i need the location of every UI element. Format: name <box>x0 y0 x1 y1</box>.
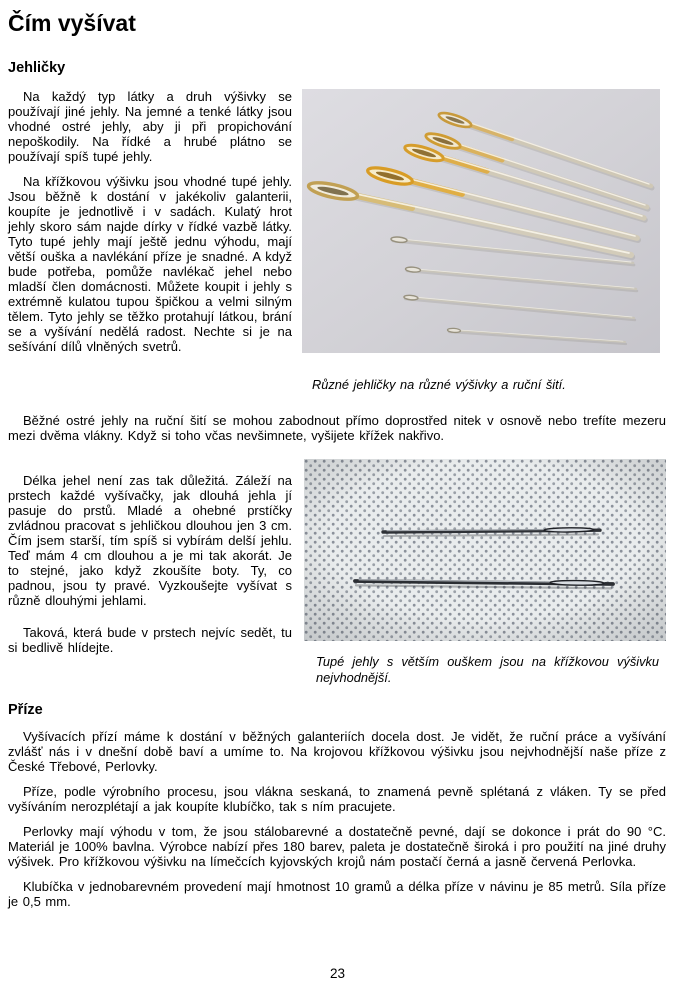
paragraph: Taková, která bude v prstech nejvíc sedět, tu si bedlivě hlídejte. <box>8 625 292 655</box>
figure-blunt-needles <box>300 459 663 686</box>
section-heading-jehlicky: Jehličky <box>8 60 66 76</box>
section-heading-prize: Příze <box>8 702 43 718</box>
paragraph: Na křížkovou výšivku jsou vhodné tupé jehly. Jsou běžně k dostání v jakékoliv galanterii, koupíte je jednotlivě i v sadách. Kulatý hrot jehly skoro sám najde dírky v řídké vazbě látky. Tyto tupé jehly mají ještě jednu výhodu, mají větší ouška a navlékání příze je snadné. A když bude potřeba, pomůže navlékač jehel nebo mladší člen domácnosti. Můžete koupit i jehly s extrémně kulatou tupou špičkou a velmi silným tělem. Tyto jehly se těžko protahují látkou, brání se a vyšívání nedělá radost. Nechte si je na sešívání dílů vlněných svetrů. <box>8 174 292 354</box>
paragraph: Perlovky mají výhodu v tom, že jsou stálobarevné a dostatečně pevné, dají se dokonce i prát do 90 °C. Materiál je 100% bavlna. Výrobce nabízí přes 180 barev, paleta je dostatečně široká i pro použití na jiné druhy výšivek. Pro křížkovou výšivku na límečcích kyjovských krojů nám postačí černá a jasně červená Perlovka. <box>8 824 666 869</box>
figure-column <box>300 89 663 393</box>
page-title: Čím vyšívat <box>8 10 136 36</box>
text-column <box>8 459 292 686</box>
section-jehlicky <box>8 60 666 686</box>
figure-assorted-needles <box>300 89 663 393</box>
paragraph: Klubíčka v jednobarevném provedení mají hmotnost 10 gramů a délka příze v návinu je 85 metrů. Síla příze je 0,5 mm. <box>8 879 666 909</box>
paragraph: Příze, podle výrobního procesu, jsou vlákna seskaná, to znamená pevně splétaná z vláken. Ty se před vyšíváním nerozplétají a jak koupíte klubíčko, tak s ním pracujete. <box>8 784 666 814</box>
section-prize <box>8 702 666 909</box>
figure-caption-blunt-needles: Tupé jehly s větším ouškem jsou na křížkovou výšivku nejvhodnější. <box>316 654 659 685</box>
assorted-needles-photo <box>302 89 660 353</box>
blunt-needles-photo <box>304 459 666 641</box>
page-number: 23 <box>329 966 346 981</box>
text-column <box>8 89 292 393</box>
paragraph: Vyšívacích přízí máme k dostání v běžných galanteriích docela dost. Je vidět, že ruční práce a vyšívání zvlášť nás i v dnešní době baví a umíme to. Na krojovou křížkovou výšivku jsou nejvhodnější naše příze z České Třebové, Perlovky. <box>8 729 666 774</box>
paragraph: Délka jehel není zas tak důležitá. Záleží na prstech každé vyšívačky, jak dlouhá jehla jí pasuje do prstů. Mladé a ohebné prstíčky zvládnou pracovat s jehličkou dlouhou jen 3 cm. Čím jsem starší, tím spíš si vybírám delší jehlu. Teď mám 4 cm dlouhou a je mi tak akorát. Je to stejné, jako když zkoušíte boty. Ty, co padnou, jsou ty pravé. Vyzkoušejte vyšívat s různě dlouhými jehlami. <box>8 473 292 608</box>
figure-caption-assorted-needles: Různé jehličky na různé výšivky a ruční šití. <box>312 377 566 392</box>
paragraph: Běžné ostré jehly na ruční šití se mohou zabodnout přímo doprostřed nitek v osnově nebo trefíte mezeru mezi dvěma vlákny. Když si toho včas nevšimnete, vyšijete křížek nakřivo. <box>8 413 666 443</box>
columns-needles-bottom <box>8 459 666 686</box>
columns-needles-top <box>8 89 666 393</box>
figure-column <box>300 459 663 686</box>
page-footer <box>0 966 675 981</box>
paragraph: Na každý typ látky a druh výšivky se používají jiné jehly. Na jemné a tenké látky jsou vhodné ostré jehly, aby ji při propichování nepoškodily. Na řídké a hrubé plátno se používají spíš tupé jehly. <box>8 89 292 164</box>
